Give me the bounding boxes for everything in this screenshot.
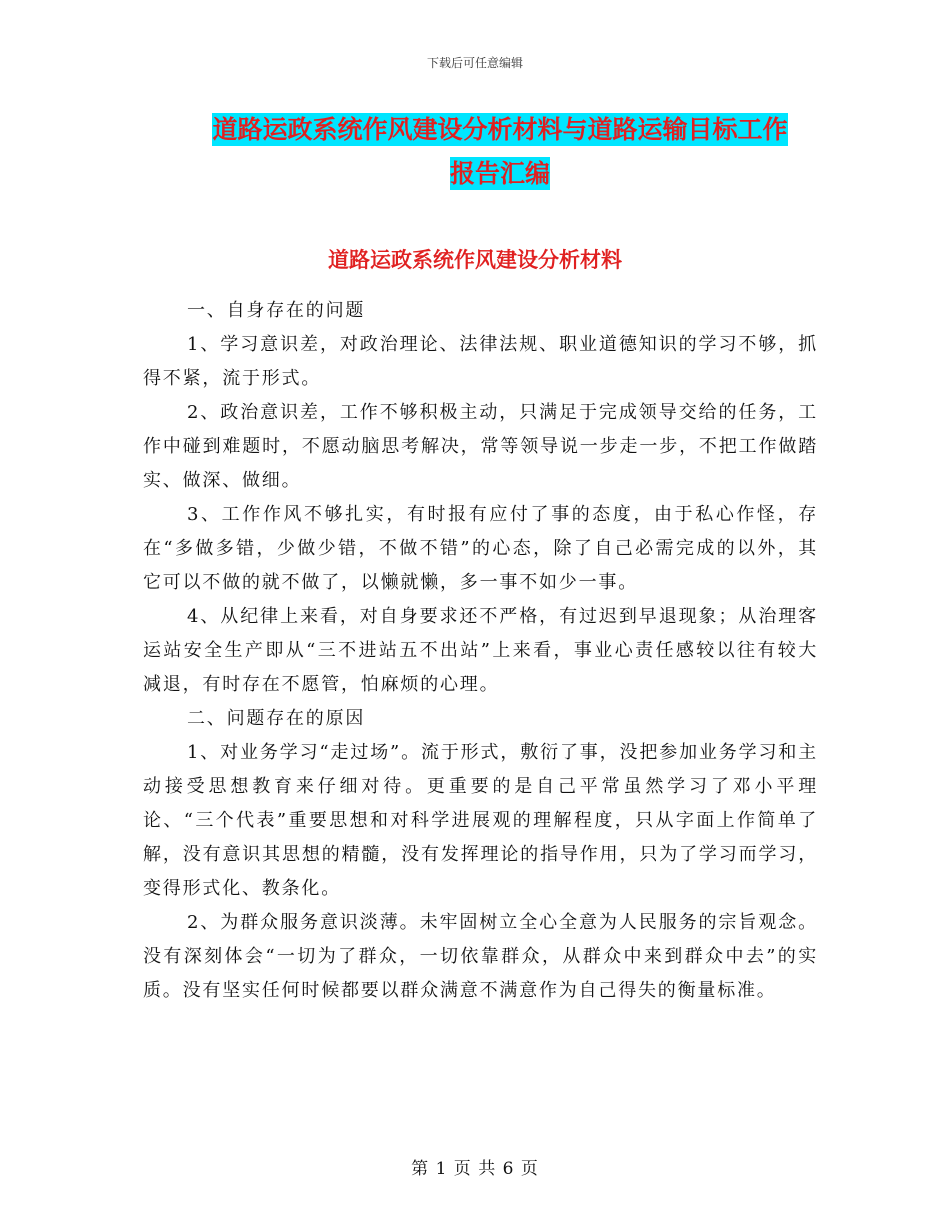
heading-causes: 二、问题存在的原因	[187, 708, 366, 729]
paragraph: 2、为群众服务意识淡薄。未牢固树立全心全意为人民服务的宗旨观念。没有深刻体会“一切为了群众，一切依靠群众，从群众中来到群众中去”的实质。没有坚实任何时候都要以群众满意不满意作为自己得失的衡量标准。	[143, 912, 818, 1001]
header-note: 下载后可任意编辑	[426, 56, 523, 70]
paragraph: 1、学习意识差，对政治理论、法律法规、职业道德知识的学习不够，抓得不紧，流于形式。	[143, 334, 818, 389]
paragraph: 2、政治意识差，工作不够积极主动，只满足于完成领导交给的任务，工作中碰到难题时，不愿动脑思考解决，常等领导说一步走一步，不把工作做踏实、做深、做细。	[143, 402, 818, 491]
paragraph: 1、对业务学习“走过场”。流于形式，敷衍了事，没把参加业务学习和主动接受思想教育来仔细对待。更重要的是自己平常虽然学习了邓小平理论、“三个代表”重要思想和对科学进展观的理解程度，只从字面上作简单了解，没有意识其思想的精髓，没有发挥理论的指导作用，只为了学习而学习，变得形式化、教条化。	[143, 742, 818, 899]
document-title	[120, 108, 880, 196]
paragraph: 3、工作作风不够扎实，有时报有应付了事的态度，由于私心作怪，存在“多做多错，少做少错，不做不错”的心态，除了自己必需完成的以外，其它可以不做的就不做了，以懒就懒，多一事不如少一事。	[143, 504, 818, 593]
paragraph: 4、从纪律上来看，对自身要求还不严格，有过迟到早退现象；从治理客运站安全生产即从“三不进站五不出站”上来看，事业心责任感较以往有较大减退，有时存在不愿管，怕麻烦的心理。	[143, 606, 818, 695]
document-title-line-1: 道路运政系统作风建设分析材料与道路运输目标工作	[212, 115, 788, 144]
page-footer: 第 1 页 共 6 页	[411, 1159, 539, 1179]
document-body	[143, 294, 818, 1008]
document-title-line-2: 报告汇编	[449, 159, 550, 188]
heading-problems: 一、自身存在的问题	[187, 300, 366, 321]
section-title: 道路运政系统作风建设分析材料	[328, 248, 622, 272]
